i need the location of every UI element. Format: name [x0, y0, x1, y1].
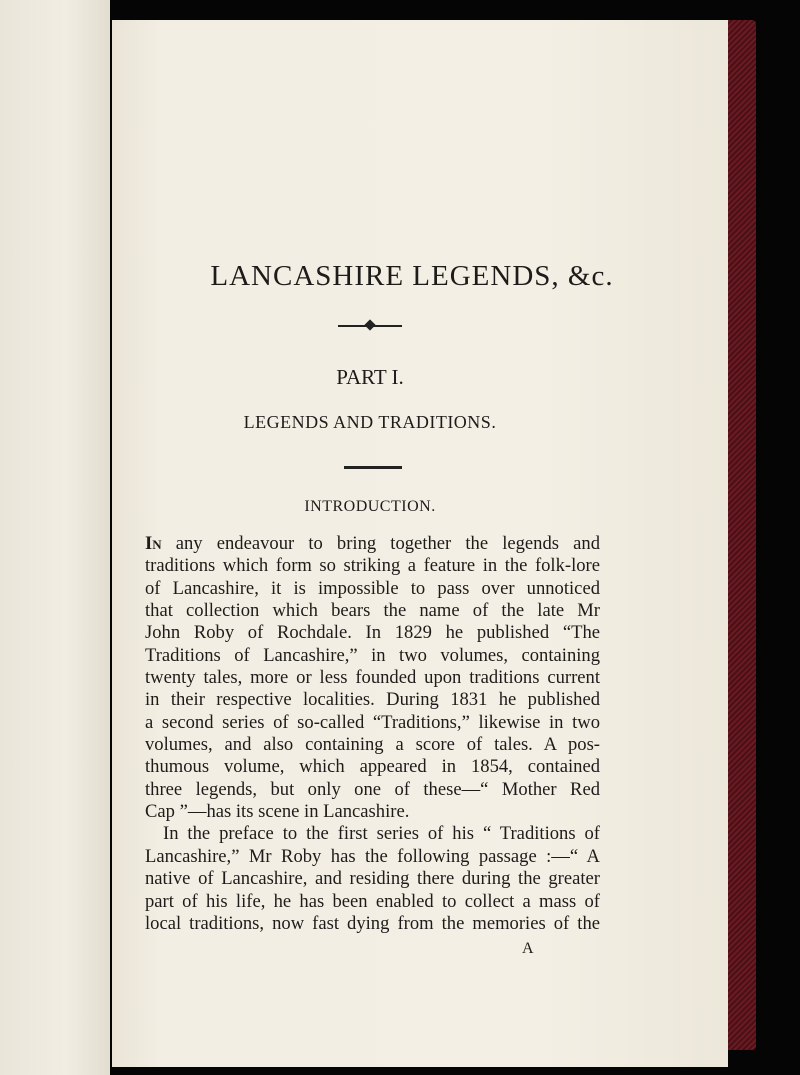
- text-line: Traditions of Lancashire,” in two volumes, containing: [145, 644, 600, 666]
- signature-mark: A: [522, 940, 534, 957]
- section-heading: INTRODUCTION.: [304, 498, 436, 515]
- part-heading: PART I.: [336, 365, 404, 389]
- ornament-divider: [338, 325, 402, 327]
- text-line: Lancashire,” Mr Roby has the following passage :—“ A: [145, 845, 600, 867]
- text-line: In the preface to the first series of his “ Traditions of: [163, 823, 600, 845]
- drop-word: In: [145, 533, 162, 554]
- part-title: LEGENDS AND TRADITIONS.: [243, 412, 497, 432]
- text-line: of Lancashire, it is impossible to pass over unnoticed: [145, 577, 600, 599]
- text-line: that collection which bears the name of the late Mr: [145, 600, 600, 622]
- text-line: three legends, but only one of these—“ Mother Red: [145, 778, 600, 800]
- text-line: local traditions, now fast dying from the memories of the: [145, 912, 600, 934]
- book-title: LANCASHIRE LEGENDS, &c.: [210, 260, 614, 292]
- rule-divider: [344, 466, 402, 469]
- left-page: [0, 0, 110, 1075]
- body-text: [145, 533, 600, 935]
- text-line: part of his life, he has been enabled to collect a mass of: [145, 890, 600, 912]
- text-line: In any endeavour to bring together the legends and: [145, 533, 600, 554]
- book-page: [112, 20, 728, 1067]
- text-line: Cap ”—has its scene in Lancashire.: [145, 801, 410, 823]
- diamond-ornament-icon: [364, 319, 375, 330]
- text-line: a second series of so-called “Traditions,” likewise in two: [145, 711, 600, 733]
- text-line: in their respective localities. During 1831 he published: [145, 689, 600, 711]
- text-line: twenty tales, more or less founded upon traditions current: [145, 667, 600, 689]
- text-line: John Roby of Rochdale. In 1829 he published “The: [145, 622, 600, 644]
- text-line: native of Lancashire, and residing there during the greater: [145, 868, 600, 890]
- text-line: traditions which form so striking a feature in the folk-lore: [145, 555, 600, 577]
- text-line: thumous volume, which appeared in 1854, contained: [145, 756, 600, 778]
- text-line: volumes, and also containing a score of tales. A pos-: [145, 734, 600, 756]
